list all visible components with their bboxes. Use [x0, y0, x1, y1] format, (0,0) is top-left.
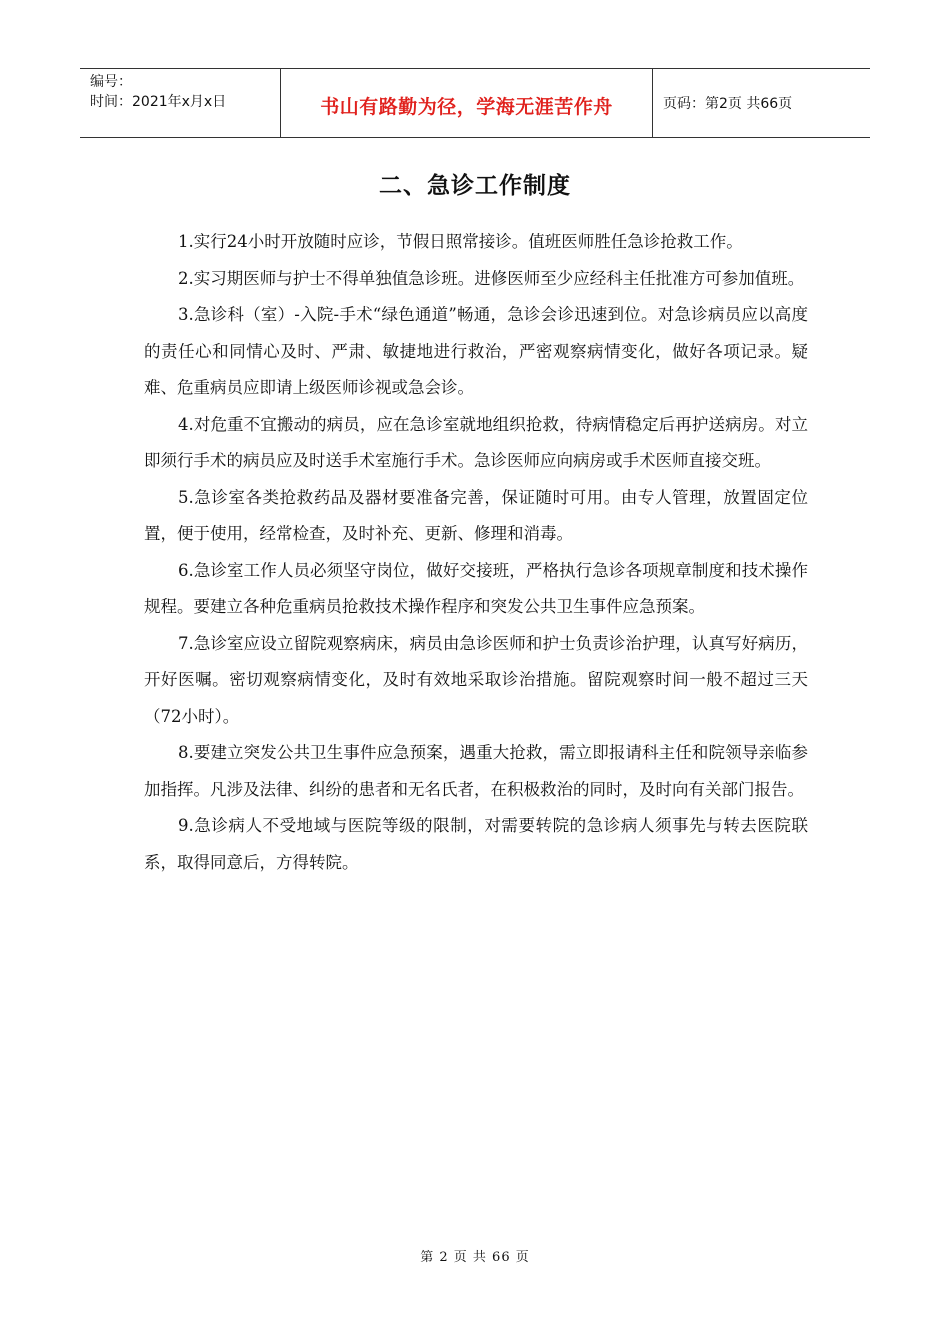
- document-title: 二、急诊工作制度: [379, 173, 571, 199]
- rule-paragraph-6: 6.急诊室工作人员必须坚守岗位，做好交接班，严格执行急诊各项规章制度和技术操作规程。要建立各种危重病员抢救技术操作程序和突发公共卫生事件应急预案。: [144, 560, 808, 616]
- rule-paragraph-4: 4.对危重不宜搬动的病员，应在急诊室就地组织抢救，待病情稳定后再护送病房。对立即须行手术的病员应及时送手术室施行手术。急诊医师应向病房或手术医师直接交班。: [144, 414, 808, 470]
- page-header: [80, 68, 870, 138]
- rule-paragraph-9: 9.急诊病人不受地域与医院等级的限制，对需要转院的急诊病人须事先与转去医院联系，取得同意后，方得转院。: [144, 816, 808, 872]
- rule-paragraph-1: 1.实行24小时开放随时应诊，节假日照常接诊。值班医师胜任急诊抢救工作。: [178, 232, 743, 251]
- page-footer-number: 第 2 页 共 66 页: [420, 1250, 530, 1265]
- document-number-label: 编号：: [90, 74, 132, 90]
- header-page-info: 页码：第2页 共66页: [663, 96, 793, 112]
- rule-paragraph-2: 2.实习期医师与护士不得单独值急诊班。进修医师至少应经科主任批准方可参加值班。: [178, 268, 805, 288]
- header-motto: 书山有路勤为径，学海无涯苦作舟: [320, 95, 613, 118]
- rule-paragraph-3: 3.急诊科（室）-入院-手术“绿色通道”畅通，急诊会诊迅速到位。对急诊病员应以高度的责任心和同情心及时、严肃、敏捷地进行救治，严密观察病情变化，做好各项记录。疑难、危重病员应即请上级医师诊视或急会诊。: [144, 305, 808, 397]
- rule-paragraph-5: 5.急诊室各类抢救药品及器材要准备完善，保证随时可用。由专人管理，放置固定位置，便于使用，经常检查，及时补充、更新、修理和消毒。: [144, 487, 808, 543]
- header-meta-cell: [80, 69, 281, 137]
- rule-paragraph-8: 8.要建立突发公共卫生事件应急预案，遇重大抢救，需立即报请科主任和院领导亲临参加指挥。凡涉及法律、纠纷的患者和无名氏者，在积极救治的同时，及时向有关部门报告。: [144, 743, 808, 799]
- header-motto-cell: [281, 69, 653, 137]
- document-date: 时间：2021年x月x日: [90, 94, 227, 110]
- rule-paragraph-7: 7.急诊室应设立留院观察病床，病员由急诊医师和护士负责诊治护理，认真写好病历，开好医嘱。密切观察病情变化，及时有效地采取诊治措施。留院观察时间一般不超过三天（72小时）。: [144, 633, 808, 726]
- header-page-cell: [653, 69, 870, 137]
- document-body: [144, 224, 808, 881]
